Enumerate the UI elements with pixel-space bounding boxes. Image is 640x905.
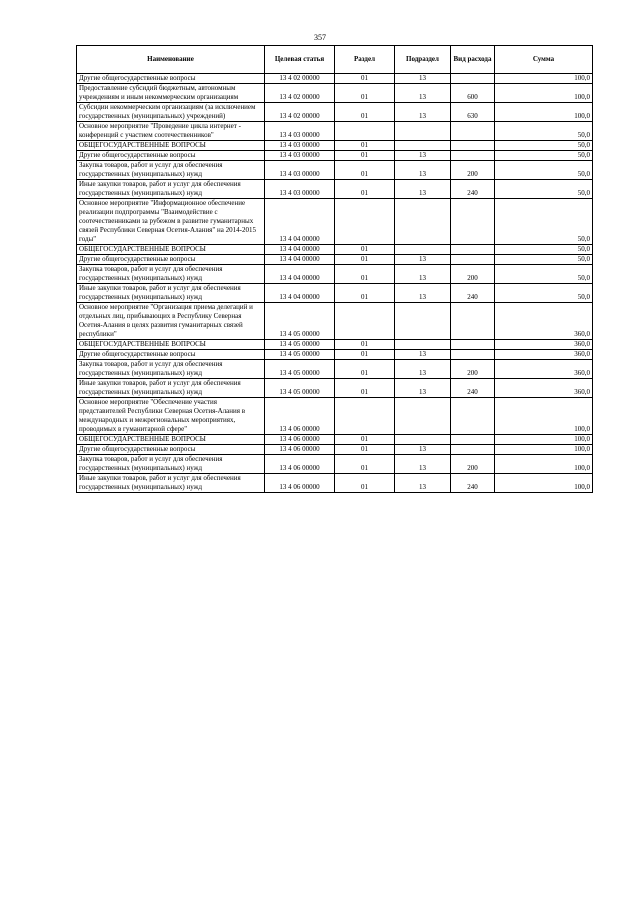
cell-expense-type: 200 — [451, 265, 495, 284]
cell-sum: 360,0 — [495, 360, 593, 379]
table-header-row — [77, 46, 593, 74]
cell-name: ОБЩЕГОСУДАРСТВЕННЫЕ ВОПРОСЫ — [77, 245, 265, 255]
cell-subsection: 13 — [395, 455, 451, 474]
cell-name: Другие общегосударственные вопросы — [77, 445, 265, 455]
cell-name: Иные закупки товаров, работ и услуг для обеспечения государственных (муниципальных) нужд — [77, 284, 265, 303]
table-row — [77, 151, 593, 161]
header-target: Целевая статья — [265, 46, 335, 74]
cell-subsection — [395, 303, 451, 340]
table-row — [77, 398, 593, 435]
cell-subsection — [395, 245, 451, 255]
cell-target: 13 4 02 00000 — [265, 74, 335, 84]
cell-target: 13 4 05 00000 — [265, 303, 335, 340]
cell-name: Основное мероприятие "Организация приема делегаций и отдельных лиц, прибывающих в Республику Северная Осетия-Алания в целях развития гуманитарных связей республики" — [77, 303, 265, 340]
cell-subsection — [395, 122, 451, 141]
cell-sum: 100,0 — [495, 103, 593, 122]
cell-subsection: 13 — [395, 474, 451, 493]
cell-target: 13 4 03 00000 — [265, 151, 335, 161]
cell-subsection: 13 — [395, 255, 451, 265]
cell-subsection: 13 — [395, 360, 451, 379]
cell-target: 13 4 05 00000 — [265, 379, 335, 398]
cell-target: 13 4 06 00000 — [265, 474, 335, 493]
cell-name: Закупка товаров, работ и услуг для обеспечения государственных (муниципальных) нужд — [77, 455, 265, 474]
cell-subsection — [395, 199, 451, 245]
cell-expense-type — [451, 141, 495, 151]
cell-sum: 50,0 — [495, 151, 593, 161]
cell-subsection: 13 — [395, 74, 451, 84]
cell-subsection — [395, 435, 451, 445]
cell-name: Иные закупки товаров, работ и услуг для обеспечения государственных (муниципальных) нужд — [77, 474, 265, 493]
cell-section — [335, 303, 395, 340]
cell-expense-type — [451, 350, 495, 360]
cell-subsection: 13 — [395, 445, 451, 455]
cell-section: 01 — [335, 74, 395, 84]
cell-target: 13 4 03 00000 — [265, 161, 335, 180]
cell-expense-type: 200 — [451, 161, 495, 180]
cell-section: 01 — [335, 284, 395, 303]
cell-target: 13 4 02 00000 — [265, 103, 335, 122]
cell-target: 13 4 05 00000 — [265, 360, 335, 379]
cell-sum: 100,0 — [495, 474, 593, 493]
cell-sum: 50,0 — [495, 245, 593, 255]
cell-section — [335, 122, 395, 141]
budget-table — [76, 45, 593, 493]
cell-target: 13 4 06 00000 — [265, 398, 335, 435]
cell-sum: 50,0 — [495, 161, 593, 180]
cell-expense-type — [451, 445, 495, 455]
cell-section: 01 — [335, 161, 395, 180]
cell-sum: 360,0 — [495, 379, 593, 398]
cell-expense-type: 200 — [451, 360, 495, 379]
cell-name: Основное мероприятие "Обеспечение участия представителей Республики Северная Осетия-Алания в международных и межрегиональных мероприятиях, проводимых в гуманитарной сфере" — [77, 398, 265, 435]
cell-name: Другие общегосударственные вопросы — [77, 255, 265, 265]
cell-target: 13 4 04 00000 — [265, 265, 335, 284]
table-row — [77, 265, 593, 284]
cell-name: Закупка товаров, работ и услуг для обеспечения государственных (муниципальных) нужд — [77, 265, 265, 284]
cell-target: 13 4 03 00000 — [265, 180, 335, 199]
cell-name: Закупка товаров, работ и услуг для обеспечения государственных (муниципальных) нужд — [77, 161, 265, 180]
cell-subsection: 13 — [395, 265, 451, 284]
cell-name: Другие общегосударственные вопросы — [77, 350, 265, 360]
table-row — [77, 379, 593, 398]
table-row — [77, 199, 593, 245]
cell-section: 01 — [335, 180, 395, 199]
cell-expense-type: 240 — [451, 379, 495, 398]
cell-expense-type — [451, 199, 495, 245]
cell-name: Закупка товаров, работ и услуг для обеспечения государственных (муниципальных) нужд — [77, 360, 265, 379]
table-row — [77, 141, 593, 151]
cell-section — [335, 398, 395, 435]
table-row — [77, 360, 593, 379]
cell-target: 13 4 03 00000 — [265, 141, 335, 151]
cell-sum: 50,0 — [495, 265, 593, 284]
cell-name: Основное мероприятие "Информационное обеспечение реализации подпрограммы "Взаимодействие с соотечественниками за рубежом в развитие гуманитарных связей Республики Северная Осетия-Алания" на 2014-2015 годы" — [77, 199, 265, 245]
cell-section: 01 — [335, 379, 395, 398]
cell-subsection — [395, 398, 451, 435]
table-row — [77, 74, 593, 84]
cell-target: 13 4 06 00000 — [265, 445, 335, 455]
cell-subsection: 13 — [395, 284, 451, 303]
cell-name: Другие общегосударственные вопросы — [77, 74, 265, 84]
cell-subsection: 13 — [395, 350, 451, 360]
cell-section: 01 — [335, 455, 395, 474]
cell-name: Иные закупки товаров, работ и услуг для обеспечения государственных (муниципальных) нужд — [77, 180, 265, 199]
cell-subsection: 13 — [395, 151, 451, 161]
cell-name: ОБЩЕГОСУДАРСТВЕННЫЕ ВОПРОСЫ — [77, 141, 265, 151]
cell-section — [335, 199, 395, 245]
cell-subsection — [395, 340, 451, 350]
cell-expense-type: 240 — [451, 474, 495, 493]
cell-section: 01 — [335, 435, 395, 445]
table-row — [77, 284, 593, 303]
cell-sum: 360,0 — [495, 350, 593, 360]
cell-section: 01 — [335, 265, 395, 284]
header-sum: Сумма — [495, 46, 593, 74]
cell-target: 13 4 04 00000 — [265, 284, 335, 303]
cell-expense-type — [451, 122, 495, 141]
cell-name: Предоставление субсидий бюджетным, автономным учреждениям и иным некоммерческим организациям — [77, 84, 265, 103]
table-row — [77, 455, 593, 474]
table-row — [77, 245, 593, 255]
table-row — [77, 122, 593, 141]
table-row — [77, 340, 593, 350]
header-section: Раздел — [335, 46, 395, 74]
cell-section: 01 — [335, 360, 395, 379]
cell-name: ОБЩЕГОСУДАРСТВЕННЫЕ ВОПРОСЫ — [77, 435, 265, 445]
table-row — [77, 161, 593, 180]
cell-sum: 100,0 — [495, 445, 593, 455]
cell-sum: 50,0 — [495, 255, 593, 265]
cell-section: 01 — [335, 141, 395, 151]
cell-sum: 100,0 — [495, 84, 593, 103]
cell-expense-type — [451, 245, 495, 255]
cell-target: 13 4 05 00000 — [265, 350, 335, 360]
table-row — [77, 445, 593, 455]
cell-target: 13 4 06 00000 — [265, 435, 335, 445]
cell-expense-type — [451, 303, 495, 340]
cell-subsection: 13 — [395, 84, 451, 103]
cell-sum: 360,0 — [495, 303, 593, 340]
cell-target: 13 4 06 00000 — [265, 455, 335, 474]
header-subsection: Подраздел — [395, 46, 451, 74]
cell-target: 13 4 03 00000 — [265, 122, 335, 141]
cell-section: 01 — [335, 445, 395, 455]
cell-section: 01 — [335, 103, 395, 122]
cell-sum: 50,0 — [495, 141, 593, 151]
cell-sum: 50,0 — [495, 284, 593, 303]
cell-name: Основное мероприятие "Проведение цикла интернет - конференций с участием соотечественников" — [77, 122, 265, 141]
cell-target: 13 4 04 00000 — [265, 199, 335, 245]
cell-target: 13 4 02 00000 — [265, 84, 335, 103]
cell-subsection — [395, 141, 451, 151]
cell-sum: 100,0 — [495, 74, 593, 84]
cell-section: 01 — [335, 245, 395, 255]
cell-section: 01 — [335, 255, 395, 265]
cell-sum: 50,0 — [495, 180, 593, 199]
cell-section: 01 — [335, 84, 395, 103]
page-number: 357 — [314, 33, 326, 42]
cell-expense-type: 240 — [451, 284, 495, 303]
cell-expense-type — [451, 151, 495, 161]
cell-subsection: 13 — [395, 379, 451, 398]
cell-expense-type: 600 — [451, 84, 495, 103]
cell-subsection: 13 — [395, 103, 451, 122]
table-row — [77, 180, 593, 199]
cell-sum: 50,0 — [495, 199, 593, 245]
cell-section: 01 — [335, 350, 395, 360]
table-row — [77, 103, 593, 122]
table-row — [77, 350, 593, 360]
table-row — [77, 84, 593, 103]
table-row — [77, 474, 593, 493]
cell-sum: 100,0 — [495, 435, 593, 445]
cell-sum: 100,0 — [495, 398, 593, 435]
table-row — [77, 303, 593, 340]
cell-target: 13 4 04 00000 — [265, 255, 335, 265]
cell-subsection: 13 — [395, 180, 451, 199]
cell-expense-type: 630 — [451, 103, 495, 122]
cell-expense-type — [451, 435, 495, 445]
cell-section: 01 — [335, 474, 395, 493]
cell-target: 13 4 04 00000 — [265, 245, 335, 255]
table-row — [77, 255, 593, 265]
cell-expense-type — [451, 74, 495, 84]
cell-expense-type: 200 — [451, 455, 495, 474]
cell-name: Субсидии некоммерческим организациям (за исключением государственных (муниципальных) учреждений) — [77, 103, 265, 122]
cell-target: 13 4 05 00000 — [265, 340, 335, 350]
cell-expense-type — [451, 255, 495, 265]
cell-sum: 360,0 — [495, 340, 593, 350]
cell-expense-type: 240 — [451, 180, 495, 199]
table-row — [77, 435, 593, 445]
cell-sum: 50,0 — [495, 122, 593, 141]
cell-name: ОБЩЕГОСУДАРСТВЕННЫЕ ВОПРОСЫ — [77, 340, 265, 350]
cell-section: 01 — [335, 340, 395, 350]
cell-name: Иные закупки товаров, работ и услуг для обеспечения государственных (муниципальных) нужд — [77, 379, 265, 398]
cell-name: Другие общегосударственные вопросы — [77, 151, 265, 161]
cell-subsection: 13 — [395, 161, 451, 180]
header-name: Наименование — [77, 46, 265, 74]
header-expense-type: Вид расхода — [451, 46, 495, 74]
cell-section: 01 — [335, 151, 395, 161]
cell-expense-type — [451, 398, 495, 435]
cell-sum: 100,0 — [495, 455, 593, 474]
cell-expense-type — [451, 340, 495, 350]
